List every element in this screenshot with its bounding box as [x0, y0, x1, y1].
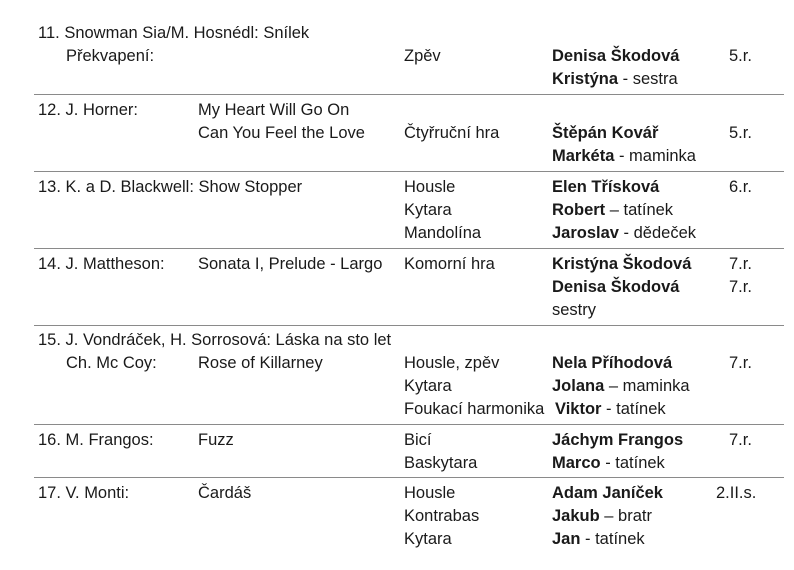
- performer-line: [552, 375, 690, 397]
- item-number: 14.: [38, 255, 61, 273]
- performer-line: [552, 452, 665, 474]
- item-title: My Heart Will Go On: [198, 101, 350, 119]
- performer-name: Nela Příhodová: [552, 354, 673, 372]
- performer-name: Markéta: [552, 147, 615, 165]
- item-instrument: Kontrabas: [404, 507, 480, 525]
- item-11-heading: [38, 22, 309, 44]
- performer-name: Kristýna Škodová: [552, 255, 692, 273]
- performer-name: Jan: [552, 530, 581, 548]
- item-grade: 5.r.: [729, 47, 752, 65]
- item-number: 16.: [38, 431, 61, 449]
- item-title: Sonata I, Prelude - Largo: [198, 255, 383, 273]
- performer-line: [552, 222, 696, 244]
- performer-role: – bratr: [599, 507, 652, 525]
- performer-role: - sestra: [618, 70, 678, 88]
- item-instrument: Komorní hra: [404, 255, 495, 273]
- item-composer: Snowman Sia/M. Hosnédl: Snílek: [64, 24, 310, 42]
- row-divider: [34, 171, 784, 172]
- item-grade: 7.r.: [729, 431, 752, 449]
- item-13-heading: [38, 176, 302, 198]
- performer-line: [552, 145, 696, 167]
- item-instrument: Baskytara: [404, 454, 478, 472]
- item-grade: 7.r.: [729, 278, 752, 296]
- performer-name: Elen Třísková: [552, 178, 660, 196]
- row-divider: [34, 325, 784, 326]
- item-grade: 7.r.: [729, 255, 752, 273]
- item-instrument: Zpěv: [404, 47, 441, 65]
- performer-line: [552, 199, 673, 221]
- item-composer: M. Frangos:: [65, 431, 154, 449]
- performer-name: Viktor: [555, 400, 602, 418]
- performer-name: Štěpán Kovář: [552, 124, 659, 142]
- item-15-heading: [38, 329, 391, 351]
- performer-name: Kristýna: [552, 70, 619, 88]
- item-number: 12.: [38, 101, 61, 119]
- item-grade: 2.II.s.: [716, 484, 757, 502]
- item-instrument: Bicí: [404, 431, 432, 449]
- item-instrument: Čtyřruční hra: [404, 124, 500, 142]
- item-composer: K. a D. Blackwell: Show Stopper: [65, 178, 303, 196]
- item-title: Čardáš: [198, 484, 252, 502]
- performer-name: Marco: [552, 454, 601, 472]
- row-divider: [34, 424, 784, 425]
- item-title: Rose of Killarney: [198, 354, 323, 372]
- row-divider: [34, 94, 784, 95]
- item-number: 11.: [38, 24, 60, 42]
- performer-role: - tatínek: [600, 454, 665, 472]
- performer-role: - tatínek: [601, 400, 666, 418]
- item-number: 13.: [38, 178, 61, 196]
- item-12-heading: [38, 99, 138, 121]
- item-grade: 7.r.: [729, 354, 752, 372]
- item-instrument: Kytara: [404, 201, 452, 219]
- item-title: Can You Feel the Love: [198, 124, 365, 142]
- item-composer: J. Mattheson:: [65, 255, 165, 273]
- performer-line: [555, 398, 666, 420]
- item-instrument: Housle: [404, 484, 456, 502]
- performer-note: sestry: [552, 301, 597, 319]
- performer-line: [552, 505, 652, 527]
- item-instrument: Kytara: [404, 530, 452, 548]
- row-divider: [34, 248, 784, 249]
- item-instrument: Foukací harmonika: [404, 400, 545, 418]
- item-instrument: Mandolína: [404, 224, 482, 242]
- performer-line: [552, 528, 645, 550]
- item-17-heading: [38, 482, 129, 504]
- item-instrument: Housle: [404, 178, 456, 196]
- item-grade: 6.r.: [729, 178, 752, 196]
- item-instrument: Housle, zpěv: [404, 354, 500, 372]
- item-number: 17.: [38, 484, 61, 502]
- item-composer: J. Vondráček, H. Sorrosová: Láska na sto let: [65, 331, 392, 349]
- performer-role: - maminka: [614, 147, 696, 165]
- performer-name: Jáchym Frangos: [552, 431, 684, 449]
- performer-role: – tatínek: [605, 201, 674, 219]
- performer-role: – maminka: [604, 377, 690, 395]
- item-16-heading: [38, 429, 154, 451]
- performer-name: Jolana: [552, 377, 605, 395]
- item-title: Překvapení:: [66, 47, 155, 65]
- item-composer: J. Horner:: [65, 101, 138, 119]
- item-composer: Ch. Mc Coy:: [66, 354, 157, 372]
- performer-name: Jaroslav: [552, 224, 619, 242]
- item-instrument: Kytara: [404, 377, 452, 395]
- performer-role: - tatínek: [580, 530, 645, 548]
- performer-line: [552, 68, 678, 90]
- performer-name: Denisa Škodová: [552, 278, 680, 296]
- item-title: Fuzz: [198, 431, 234, 449]
- item-grade: 5.r.: [729, 124, 752, 142]
- performer-role: - dědeček: [618, 224, 697, 242]
- item-14-heading: [38, 253, 165, 275]
- performer-name: Adam Janíček: [552, 484, 663, 502]
- item-composer: V. Monti:: [65, 484, 130, 502]
- performer-name: Jakub: [552, 507, 600, 525]
- performer-name: Denisa Škodová: [552, 47, 680, 65]
- performer-name: Robert: [552, 201, 606, 219]
- item-number: 15.: [38, 331, 61, 349]
- row-divider: [34, 477, 784, 478]
